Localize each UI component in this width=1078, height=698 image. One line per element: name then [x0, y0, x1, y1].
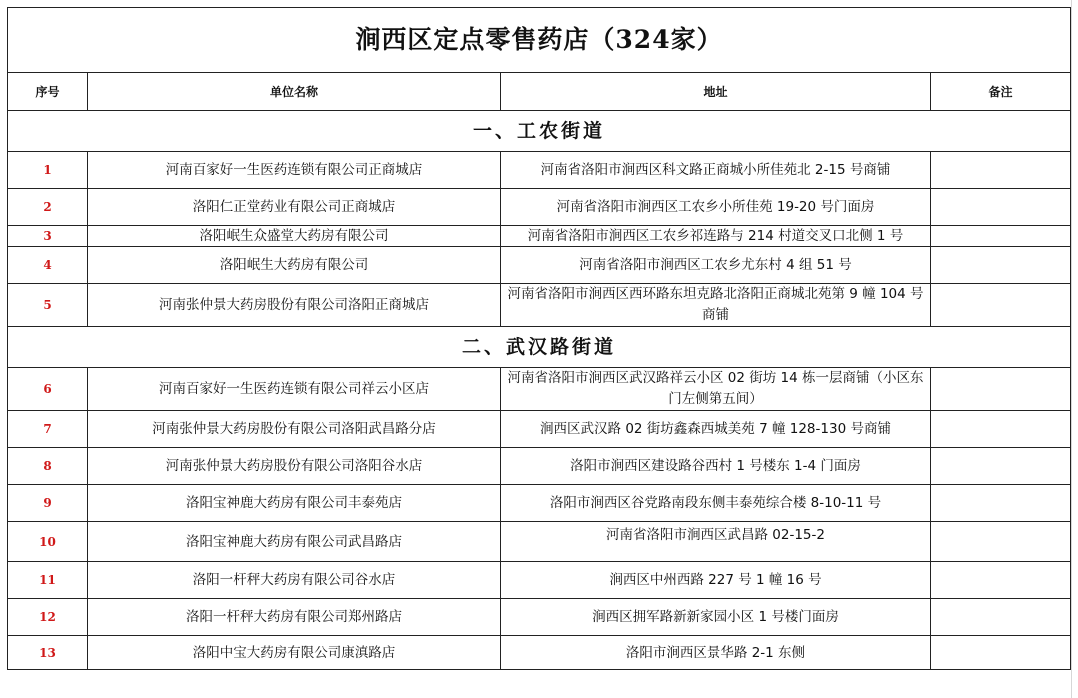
table-row — [8, 152, 1071, 189]
page-title: 涧西区定点零售药店（324家） — [8, 8, 1071, 73]
header-seq: 序号 — [8, 73, 88, 111]
row-note — [931, 522, 1071, 562]
row-seq: 9 — [8, 485, 88, 522]
table-row — [8, 189, 1071, 226]
table-row — [8, 522, 1071, 562]
row-name: 洛阳宝神鹿大药房有限公司丰泰苑店 — [88, 485, 501, 522]
row-address: 河南省洛阳市涧西区工农乡祁连路与 214 村道交叉口北侧 1 号 — [501, 226, 931, 247]
row-name: 洛阳仁正堂药业有限公司正商城店 — [88, 189, 501, 226]
row-address: 河南省洛阳市涧西区工农乡小所佳苑 19-20 号门面房 — [501, 189, 931, 226]
row-seq: 13 — [8, 636, 88, 670]
row-seq: 12 — [8, 599, 88, 636]
row-address: 河南省洛阳市涧西区工农乡尤东村 4 组 51 号 — [501, 247, 931, 284]
section-title: 二、武汉路街道 — [8, 327, 1071, 368]
table-row — [8, 368, 1071, 411]
row-note — [931, 636, 1071, 670]
row-note — [931, 599, 1071, 636]
header-note: 备注 — [931, 73, 1071, 111]
row-note — [931, 152, 1071, 189]
table-row — [8, 247, 1071, 284]
row-name: 河南张仲景大药房股份有限公司洛阳武昌路分店 — [88, 411, 501, 448]
row-address: 河南省洛阳市涧西区武汉路祥云小区 02 街坊 14 栋一层商铺（小区东门左侧第五间） — [501, 368, 931, 411]
row-note — [931, 448, 1071, 485]
table-row — [8, 226, 1071, 247]
row-name: 河南百家好一生医药连锁有限公司祥云小区店 — [88, 368, 501, 411]
row-seq: 4 — [8, 247, 88, 284]
row-note — [931, 284, 1071, 327]
row-name: 河南百家好一生医药连锁有限公司正商城店 — [88, 152, 501, 189]
table-row — [8, 562, 1071, 599]
row-name: 河南张仲景大药房股份有限公司洛阳谷水店 — [88, 448, 501, 485]
row-address: 河南省洛阳市涧西区西环路东坦克路北洛阳正商城北苑第 9 幢 104 号商铺 — [501, 284, 931, 327]
row-name: 洛阳中宝大药房有限公司康滇路店 — [88, 636, 501, 670]
row-note — [931, 247, 1071, 284]
row-address: 洛阳市涧西区景华路 2-1 东侧 — [501, 636, 931, 670]
row-address: 洛阳市涧西区建设路谷西村 1 号楼东 1-4 门面房 — [501, 448, 931, 485]
row-name: 洛阳一杆秤大药房有限公司郑州路店 — [88, 599, 501, 636]
row-seq: 7 — [8, 411, 88, 448]
page-edge-line — [1071, 0, 1072, 698]
row-address: 洛阳市涧西区谷党路南段东侧丰泰苑综合楼 8-10-11 号 — [501, 485, 931, 522]
row-name: 洛阳宝神鹿大药房有限公司武昌路店 — [88, 522, 501, 562]
table-row — [8, 599, 1071, 636]
row-name: 洛阳一杆秤大药房有限公司谷水店 — [88, 562, 501, 599]
row-seq: 10 — [8, 522, 88, 562]
row-note — [931, 562, 1071, 599]
section-title: 一、工农街道 — [8, 111, 1071, 152]
table-row — [8, 411, 1071, 448]
row-address: 涧西区武汉路 02 街坊鑫森西城美苑 7 幢 128-130 号商铺 — [501, 411, 931, 448]
row-seq: 2 — [8, 189, 88, 226]
table-row — [8, 485, 1071, 522]
table-row — [8, 284, 1071, 327]
pharmacy-table — [7, 7, 1071, 670]
header-row — [8, 73, 1071, 111]
table-row — [8, 448, 1071, 485]
row-seq: 6 — [8, 368, 88, 411]
row-seq: 3 — [8, 226, 88, 247]
header-address: 地址 — [501, 73, 931, 111]
row-name: 河南张仲景大药房股份有限公司洛阳正商城店 — [88, 284, 501, 327]
row-name: 洛阳岷生众盛堂大药房有限公司 — [88, 226, 501, 247]
row-note — [931, 411, 1071, 448]
row-note — [931, 368, 1071, 411]
header-name: 单位名称 — [88, 73, 501, 111]
row-note — [931, 485, 1071, 522]
row-seq: 11 — [8, 562, 88, 599]
row-address: 河南省洛阳市涧西区科文路正商城小所佳苑北 2-15 号商铺 — [501, 152, 931, 189]
row-seq: 1 — [8, 152, 88, 189]
row-seq: 5 — [8, 284, 88, 327]
row-note — [931, 226, 1071, 247]
row-address: 涧西区拥军路新新家园小区 1 号楼门面房 — [501, 599, 931, 636]
table-row — [8, 636, 1071, 670]
row-address: 涧西区中州西路 227 号 1 幢 16 号 — [501, 562, 931, 599]
row-seq: 8 — [8, 448, 88, 485]
row-note — [931, 189, 1071, 226]
row-name: 洛阳岷生大药房有限公司 — [88, 247, 501, 284]
row-address: 河南省洛阳市涧西区武昌路 02-15-2 — [501, 522, 931, 562]
